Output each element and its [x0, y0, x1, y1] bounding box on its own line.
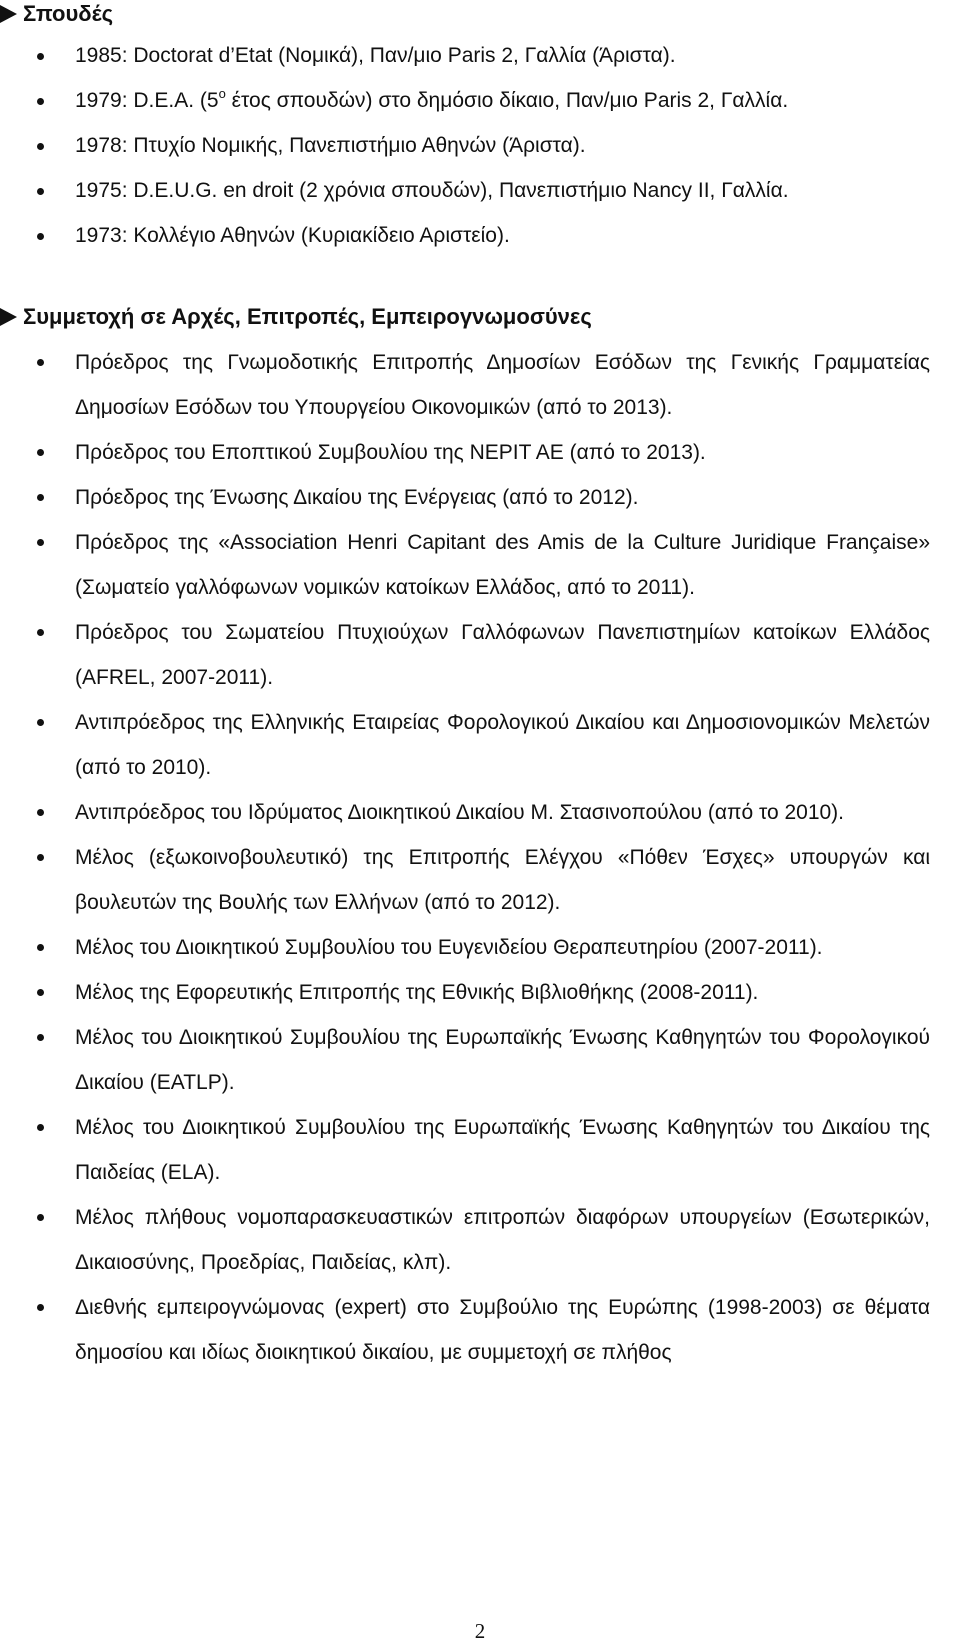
item-text: Πρόεδρος του Σωματείου Πτυχιούχων Γαλλόφωνων Πανεπιστημίων κατοίκων Ελλάδος (AFREL, 2007-2011). — [75, 621, 930, 689]
arrow-bullet-icon — [0, 308, 17, 326]
list-item — [0, 223, 960, 249]
list-item — [0, 1015, 960, 1105]
bullet-icon — [37, 1034, 44, 1041]
item-text-prefix: 1979: D.E.A. (5 — [75, 89, 219, 112]
education-list — [0, 43, 960, 268]
bullet-icon — [37, 719, 44, 726]
bullet-icon — [37, 854, 44, 861]
list-item — [0, 1195, 960, 1285]
list-item — [0, 1285, 960, 1375]
item-text: Μέλος του Διοικητικού Συμβουλίου του Ευγενιδείου Θεραπευτηρίου (2007-2011). — [75, 936, 823, 959]
item-text: Διεθνής εμπειρογνώμονας (expert) στο Συμβούλιο της Ευρώπης (1998-2003) σε θέματα δημοσίου και ιδίως διοικητικού δικαίου, με συμμετοχή σε πλήθος — [75, 1296, 930, 1364]
bullet-icon — [37, 989, 44, 996]
bullet-icon — [37, 359, 44, 366]
section-heading-education — [0, 0, 113, 28]
item-text: Αντιπρόεδρος της Ελληνικής Εταιρείας Φορολογικού Δικαίου και Δημοσιονομικών Μελετών (από το 2010). — [75, 711, 930, 779]
list-item — [0, 835, 960, 925]
list-item — [0, 43, 960, 69]
item-text: Μέλος (εξωκοινοβουλευτικό) της Επιτροπής Ελέγχου «Πόθεν Έσχες» υπουργών και βουλευτών της Βουλής των Ελλήνων (από το 2012). — [75, 846, 930, 914]
item-text: 1975: D.E.U.G. en droit (2 χρόνια σπουδών), Πανεπιστήμιο Nancy II, Γαλλία. — [75, 179, 789, 202]
bullet-icon — [37, 944, 44, 951]
list-item — [0, 970, 960, 1015]
bullet-icon — [37, 494, 44, 501]
item-text: 1973: Κολλέγιο Αθηνών (Κυριακίδειο Αριστείο). — [75, 224, 510, 247]
section-title: Συμμετοχή σε Αρχές, Επιτροπές, Εμπειρογνωμοσύνες — [23, 304, 592, 329]
bullet-icon — [37, 188, 44, 195]
item-text: Πρόεδρος της «Association Henri Capitant des Amis de la Culture Juridique Française» (Σωματείο γαλλόφωνων νομικών κατοίκων Ελλάδος, από το 2011). — [75, 531, 930, 599]
list-item — [0, 475, 960, 520]
list-item — [0, 340, 960, 430]
section-title: Σπουδές — [23, 1, 114, 26]
bullet-icon — [37, 809, 44, 816]
list-item — [0, 178, 960, 204]
bullet-icon — [37, 233, 44, 240]
bullet-icon — [37, 629, 44, 636]
list-item — [0, 430, 960, 475]
list-item — [0, 133, 960, 159]
item-text: Μέλος πλήθους νομοπαρασκευαστικών επιτροπών διαφόρων υπουργείων (Εσωτερικών, Δικαιοσύνης, Προεδρίας, Παιδείας, κλπ). — [75, 1206, 930, 1274]
bullet-icon — [37, 1304, 44, 1311]
bullet-icon — [37, 1124, 44, 1131]
item-text: έτος σπουδών) στο δημόσιο δίκαιο, Παν/μιο Paris 2, Γαλλία. — [231, 89, 789, 112]
arrow-bullet-icon — [0, 5, 17, 23]
list-item — [0, 700, 960, 790]
participation-list — [0, 340, 960, 1375]
item-text: Μέλος της Εφορευτικής Επιτροπής της Εθνικής Βιβλιοθήκης (2008-2011). — [75, 981, 759, 1004]
bullet-icon — [37, 98, 44, 105]
section-heading-participation — [0, 303, 592, 331]
item-text: Αντιπρόεδρος του Ιδρύματος Διοικητικού Δικαίου Μ. Στασινοπούλου (από το 2010). — [75, 801, 845, 824]
item-text: Πρόεδρος του Εποπτικού Συμβουλίου της ΝΕΡΙΤ ΑΕ (από το 2013). — [75, 441, 706, 464]
item-text: Πρόεδρος της Γνωμοδοτικής Επιτροπής Δημοσίων Εσόδων της Γενικής Γραμματείας Δημοσίων Εσόδων του Υπουργείου Οικονομικών (από το 2013). — [75, 351, 930, 419]
bullet-icon — [37, 539, 44, 546]
list-item — [0, 610, 960, 700]
bullet-icon — [37, 449, 44, 456]
list-item — [0, 1105, 960, 1195]
item-text: Μέλος του Διοικητικού Συμβουλίου της Ευρωπαϊκής Ένωσης Καθηγητών του Δικαίου της Παιδείας (ELA). — [75, 1116, 930, 1184]
bullet-icon — [37, 143, 44, 150]
superscript: ο — [218, 86, 226, 101]
item-text: 1985: Doctorat d’Etat (Νομικά), Παν/μιο Paris 2, Γαλλία (Άριστα). — [75, 44, 676, 67]
bullet-icon — [37, 53, 44, 60]
item-text: Μέλος του Διοικητικού Συμβουλίου της Ευρωπαϊκής Ένωσης Καθηγητών του Φορολογικού Δικαίου (EATLP). — [75, 1026, 930, 1094]
list-item — [0, 88, 960, 114]
bullet-icon — [37, 1214, 44, 1221]
list-item — [0, 925, 960, 970]
item-text: 1978: Πτυχίο Νομικής, Πανεπιστήμιο Αθηνών (Άριστα). — [75, 134, 586, 157]
page-number: 2 — [474, 1619, 486, 1643]
list-item — [0, 790, 960, 835]
list-item — [0, 520, 960, 610]
item-text: Πρόεδρος της Ένωσης Δικαίου της Ενέργειας (από το 2012). — [75, 486, 639, 509]
